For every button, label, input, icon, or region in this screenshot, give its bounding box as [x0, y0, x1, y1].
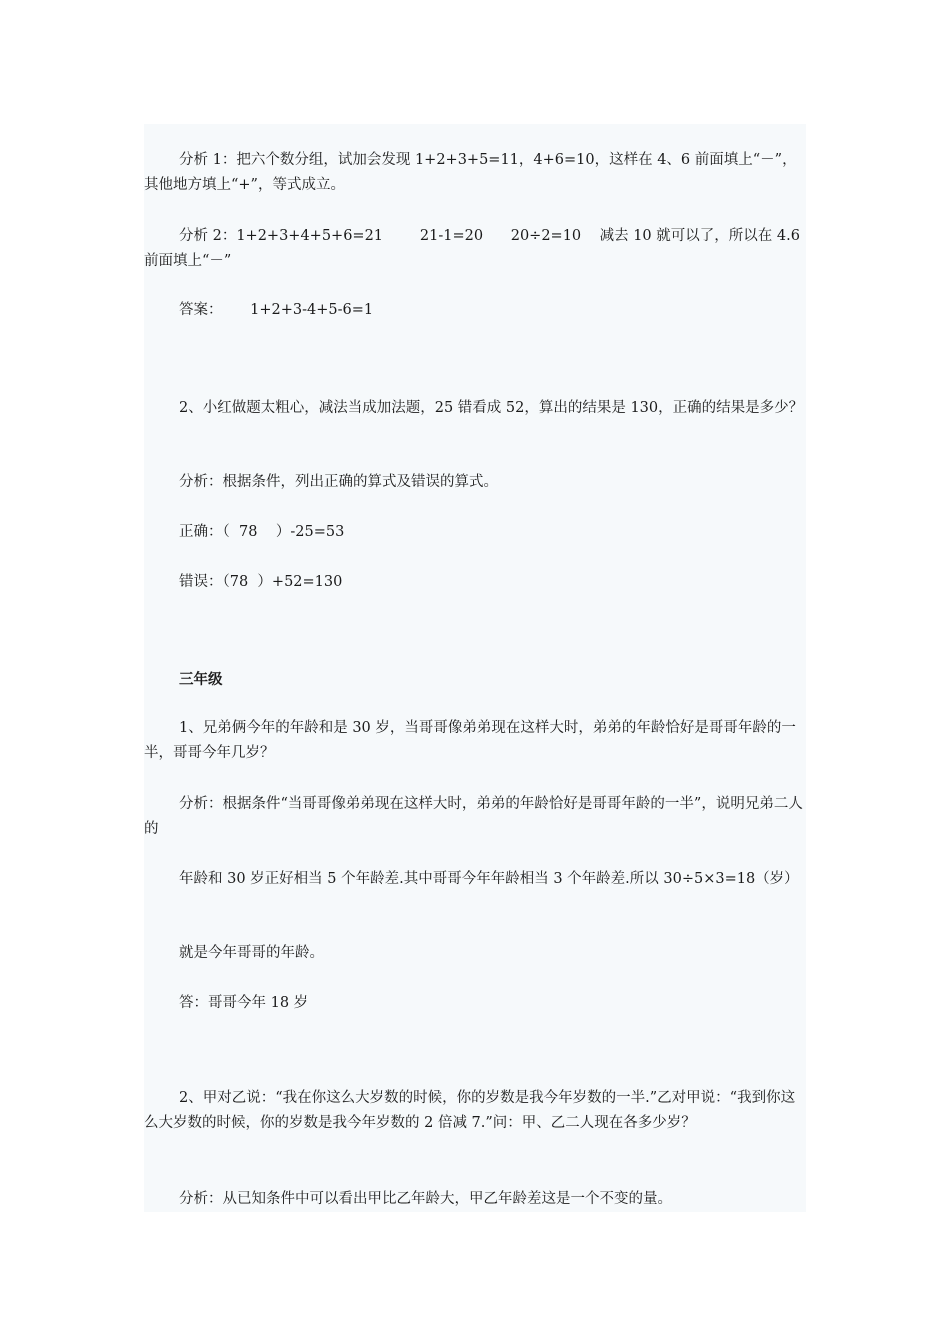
grade3-analysis-2-paragraph: 分析：从已知条件中可以看出甲比乙年龄大，甲乙年龄差这是一个不变的量。	[179, 1191, 672, 1207]
grade3-answer-paragraph: 答：哥哥今年 18 岁	[179, 995, 309, 1011]
analysis-2-paragraph: 分析 2：1+2+3+4+5+6=21 21-1=20 20÷2=10 减去 10 就可以了，所以在 4.6 前面填上“－”	[144, 228, 805, 269]
document-page	[144, 124, 806, 1212]
correct-equation-paragraph: 正确：（ 78 ）-25=53	[179, 524, 345, 540]
analysis-paragraph: 分析：根据条件，列出正确的算式及错误的算式。	[179, 474, 498, 490]
grade3-question-1-paragraph: 1、兄弟俩今年的年龄和是 30 岁，当哥哥像弟弟现在这样大时，弟弟的年龄恰好是哥哥年龄的一半，哥哥今年几岁？	[144, 720, 796, 761]
conclusion-paragraph: 就是今年哥哥的年龄。	[179, 945, 324, 961]
grade3-analysis-paragraph: 分析：根据条件“当哥哥像弟弟现在这样大时，弟弟的年龄恰好是哥哥年龄的一半”，说明兄弟二人的	[144, 796, 803, 837]
question-2-paragraph: 2、小红做题太粗心，减法当成加法题，25 错看成 52，算出的结果是 130，正确的结果是多少？	[179, 400, 804, 416]
answer-paragraph: 答案： 1+2+3-4+5-6=1	[179, 302, 374, 318]
wrong-equation-paragraph: 错误：（78 ）+52=130	[179, 574, 343, 590]
grade-three-heading: 三年级	[179, 671, 223, 688]
grade3-question-2-paragraph: 2、甲对乙说：“我在你这么大岁数的时候，你的岁数是我今年岁数的一半.”乙对甲说：“我到你这么大岁数的时候，你的岁数是我今年岁数的 2 倍减 7.”问：甲、乙二人现在各多少岁？	[144, 1090, 796, 1131]
age-difference-paragraph: 年龄和 30 岁正好相当 5 个年龄差.其中哥哥今年年龄相当 3 个年龄差.所以 30÷5×3=18（岁）	[179, 871, 799, 887]
analysis-1-paragraph: 分析 1：把六个数分组，试加会发现 1+2+3+5=11，4+6=10，这样在 4、6 前面填上“－”，其他地方填上“+”，等式成立。	[144, 152, 797, 193]
